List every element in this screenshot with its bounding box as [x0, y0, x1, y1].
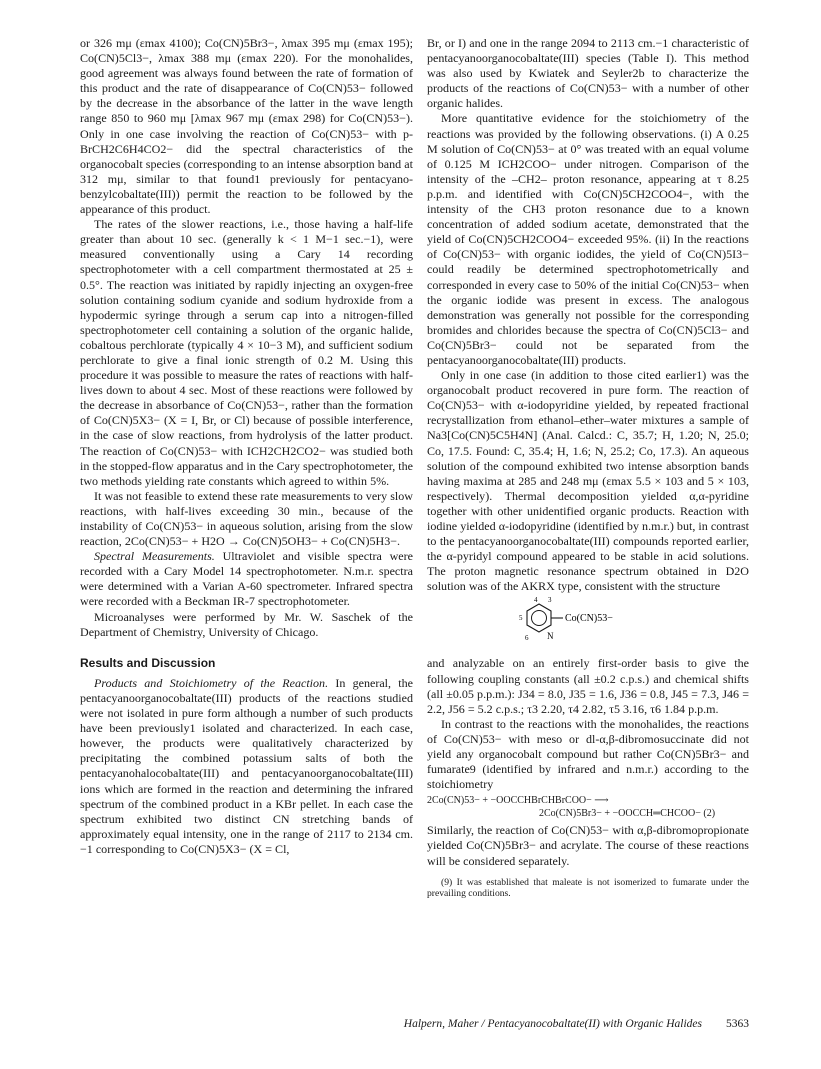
- paragraph: More quantitative evidence for the stoichiometry of the reactions was provided by the following observations. (i) A 0.25 M solution of Co(CN)53− at 0° was treated with an equal volume of 0.125 M ICH2COO− under nitrogen. Comparison of the intensity of the –CH2– proton resonance, appearing at τ 8.25 p.p.m. and identified with Co(CN)5CH2COO4−, with the intensity of the CH3 proton resonance due to a known concentration of added sodium acetate, demonstrated that the yield of Co(CN)5CH2COO4− exceeded 95%. (ii) In the reactions of Co(CN)53− with organic iodides, the yield of Co(CN)5I3− could readily be determined spectrophotometrically and corresponded in every case to 50% of the initial Co(CN)53− when the organic iodide was present in excess. The analogous demonstration was generally not possible for the corresponding bromides and chlorides because the spectra of Co(CN)5Cl3− and Co(CN)5Br3− could not be separated from the pentacyanoorganocobaltate(III) products.: [427, 111, 749, 367]
- cobalt-substituent: Co(CN)53−: [565, 613, 613, 625]
- paragraph-text: Ultraviolet and visible spectra were recorded with a Cary Model 14 spectrophotometer. N.m.r. spectra were determined with a Varian A-60 spectrometer. Infrared spectra were recorded with a Beckman IR-7 spectrophotometer.: [80, 549, 414, 609]
- pyridine-ring-icon: [517, 596, 667, 652]
- right-column: [427, 36, 749, 900]
- ring-position-4: 4: [534, 596, 538, 605]
- equation-2: [427, 794, 749, 820]
- paragraph: Only in one case (in addition to those cited earlier1) was the organocobalt product recovered in pure form. The reaction of Co(CN)53− with α-iodopyridine yielded, by repeated fractional recrystallization from ethanol–ether–water mixtures a sample of Na3[Co(CN)5C5H4N] (Anal. Calcd.: C, 35.7; H, 1.20; N, 25.0; Co, 17.5. Found: C, 35.4; H, 1.6; N, 25.2; Co, 17.3). An aqueous solution of the compound exhibited two intense absorption bands having maxima at 285 and 248 mμ (εmax 5.5 × 103 and 5 × 103, respectively). Thermal decomposition yielded α,α-pyridine together with other unidentified organic products. Reaction with iodine yielded α-iodopyridine (identified by n.m.r.) but, in contrast to the pentacyanoorganocobaltate(III) compounds reported earlier, the α-pyridyl compound appeared to be stable in acid solutions. The proton magnetic resonance spectrum obtained in D2O solution was of the AKRX type, consistent with the structure: [427, 368, 749, 594]
- ring-position-6: 6: [525, 634, 529, 643]
- run-in-heading: Products and Stoichiometry of the Reaction.: [94, 675, 329, 690]
- pyridyl-structure: [427, 596, 749, 652]
- page-number: 5363: [726, 1018, 749, 1030]
- ring-nitrogen: N: [547, 631, 554, 642]
- equation-line: 2Co(CN)5Br3− + −OOCCH═CHCOO− (2): [539, 808, 716, 820]
- run-in-heading: Spectral Measurements.: [94, 549, 215, 564]
- running-title: Halpern, Maher / Pentacyanocobaltate(II) with Organic Halides: [403, 1018, 702, 1030]
- equation-line: 2Co(CN)53− + −OOCCHBrCHBrCOO− ⟶: [427, 795, 609, 807]
- left-column: [80, 36, 413, 857]
- paragraph: In contrast to the reactions with the monohalides, the reactions of Co(CN)53− with meso or dl-α,β-dibromosuccinate did not yield any organocobalt compound but rather Co(CN)5Br3− and fumarate9 (identified by infrared and n.m.r.) according to the stoichiometry: [427, 716, 749, 792]
- ring-position-3: 3: [548, 596, 552, 605]
- paragraph: or 326 mμ (εmax 4100); Co(CN)5Br3−, λmax 395 mμ (εmax 195); Co(CN)5Cl3−, λmax 388 mμ (εmax 220). For the monohalides, good agreement was always found between the rate of formation of this product and the rate of disappearance of Co(CN)53− followed by the decrease in the absorbance of the latter in the wave length range 850 to 960 mμ [λmax 967 mμ (εmax 298) for Co(CN)53−). Only in one case involving the reaction of Co(CN)53− with p-BrCH2C6H4CO2− did the spectral characteristics of the organocobalt species (corresponding to an intense absorption band at 312 mμ, similar to that found1 previously for pentacyano-benzylcobaltate(III)) permit the reaction to be followed by the appearance of this product.: [80, 36, 413, 217]
- paragraph: The rates of the slower reactions, i.e., those having a half-life greater than about 10 sec. (generally k < 1 M−1 sec.−1), were measured conventionally using a Cary 14 recording spectrophotometer with a cell compartment thermostated at 25 ± 0.5°. The reaction was initiated by rapidly injecting an oxygen-free solution containing sodium cyanide and sodium hydroxide from a hypodermic syringe through a serum cap into a nitrogen-filled spectrophotometer cell containing a solution of the organic halide, cobaltous perchlorate (typically 4 × 10−3 M), and sufficient sodium perchlorate to give a final ionic strength of 0.2 M. Using this procedure it was possible to measure the rates of reactions with half-lives down to about 4 sec. Most of these reactions were followed by the decrease in absorbance of Co(CN)53−, rather than the formation of Co(CN)5X3− (X = I, Br, or Cl) because of possible interference, in the case of slow reactions, from hydrolysis of the latter product. The reaction of Co(CN)53− with ICH2CH2CO2− was studied both in the stopped-flow apparatus and in the Cary spectrophotometer, the two methods yielding rate constants which agreed to within 5%.: [80, 217, 413, 488]
- ring-position-5: 5: [519, 614, 523, 623]
- paragraph: Br, or I) and one in the range 2094 to 2113 cm.−1 characteristic of pentacyanoorganocobaltate(III) species (Table I). This method was also used by Kwiatek and Seyler2b to characterize the products of the reactions of Co(CN)53− with a number of other organic halides.: [427, 36, 749, 111]
- page-footer: [380, 1018, 749, 1030]
- paragraph: Microanalyses were performed by Mr. W. Saschek of the Department of Chemistry, University of Chicago.: [80, 609, 413, 639]
- section-heading: Results and Discussion: [80, 655, 216, 670]
- paragraph: Similarly, the reaction of Co(CN)53− with α,β-dibromopropionate yielded Co(CN)5Br3− and acrylate. The course of these reactions will be considered separately.: [427, 823, 749, 868]
- paragraph: It was not feasible to extend these rate measurements to very slow reactions, with half-lives exceeding 30 min., because of the instability of Co(CN)53− in aqueous solution, arising from the slow reaction, 2Co(CN)53− + H2O → Co(CN)5OH3− + Co(CN)5H3−.: [80, 488, 413, 549]
- paragraph: [80, 676, 413, 857]
- paragraph: [80, 549, 413, 609]
- paragraph: and analyzable on an entirely first-order basis to give the following coupling constants (all ±0.2 c.p.s.) and chemical shifts (all ±0.05 p.p.m.): J34 = 8.0, J35 = 1.6, J36 = 0.8, J45 = 7.3, J46 = 2.2, J56 = 5.2 c.p.s.; τ3 2.20, τ4 2.82, τ5 3.16, τ6 1.84 p.p.m.: [427, 656, 749, 716]
- paragraph-text: In general, the pentacyanoorganocobaltate(III) products of the reactions studied were not isolated in pure form although a number of such products have been previously1 isolated and characterized. In each case, however, the products were qualitatively characterized by precipitating the combined potassium salts of both the pentacyanohalocobaltate(III) and pentacyanoorganocobaltate(III) ions which are formed in the reaction and determining the infrared spectrum of the combined product in a KBr pellet. In each case the spectrum exhibited two distinct CN stretching bands of approximately equal intensity, one in the range of 2117 to 2134 cm.−1 corresponding to Co(CN)5X3− (X = Cl,: [80, 675, 413, 856]
- footnote: (9) It was established that maleate is not isomerized to fumarate under the prevailing conditions.: [427, 876, 749, 900]
